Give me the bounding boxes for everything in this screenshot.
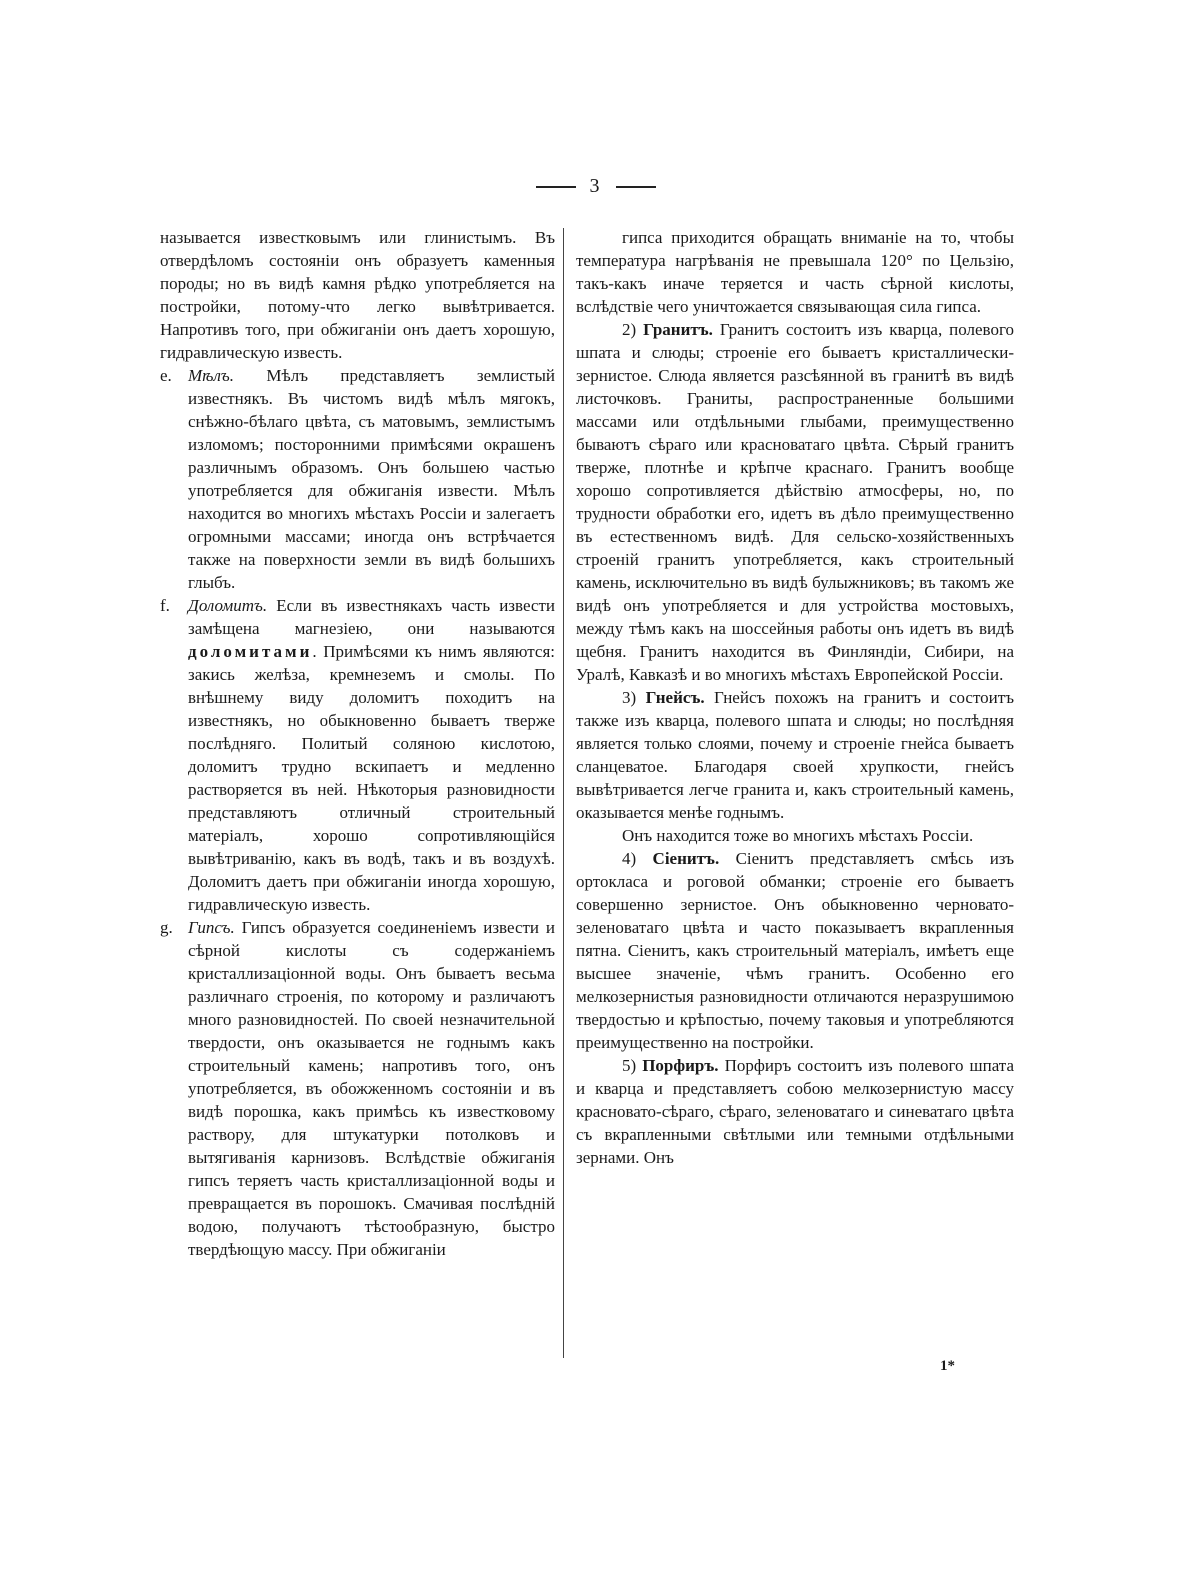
entry-term: Мѣлъ.	[188, 366, 234, 385]
section-term: Сіенитъ.	[652, 849, 720, 868]
entry-gypsum	[160, 916, 555, 1261]
column-divider	[563, 228, 564, 1358]
section-text: Гранитъ состоитъ изъ кварца, полевого шпата и слюды; строеніе его бываетъ кристаллически-зернистое. Слюда является разсѣянной въ гранитѣ въ видѣ листочковъ. Граниты, распространенные большими массами или отдѣльными глыбами, преимущественно бываютъ сѣраго или красноватаго цвѣта. Сѣрый гранитъ тверже, плотнѣе и крѣпче краснаго. Гранитъ вообще хорошо сопротивляется дѣйствію атмосферы, но, по трудности обработки его, идетъ въ дѣло преимущественно въ естественномъ видѣ. Для сельско-хозяйственныхъ строеній гранитъ употребляется, какъ строительный камень, исключительно въ видѣ булыжниковъ; въ такомъ же видѣ онъ употребляется и для устройства мостовыхъ, между тѣмъ какъ на шоссейныя работы онъ идетъ въ видѣ щебня. Гранитъ находится въ Финляндіи, Сибири, на Уралѣ, Кавказѣ и во многихъ мѣстахъ Европейской Россіи.	[576, 320, 1015, 684]
entry-text: . Примѣсями къ нимъ являются: закись желѣза, кремнеземъ и смолы. По внѣшнему виду доломитъ походитъ на известнякъ, но обыкновенно бываетъ тверже послѣдняго. Политый соляною кислотою, доломитъ трудно вскипаетъ и медленно растворяется въ ней. Нѣкоторыя разновидности представляютъ отличный строительный матеріалъ, хорошо сопротивляющійся вывѣтриванію, какъ въ водѣ, такъ и въ воздухѣ. Доломитъ даетъ при обжиганіи иногда хорошую, гидравлическую известь.	[188, 642, 555, 914]
section-number: 4)	[622, 849, 637, 868]
entry-text: Если въ известнякахъ часть извести замѣщена магнезіею, они называются	[188, 596, 555, 638]
entry-marker: e.	[160, 366, 172, 385]
section-number: 5)	[622, 1056, 637, 1075]
section-term: Гранитъ.	[643, 320, 713, 339]
page-header	[0, 175, 1191, 198]
section-term: Гнейсъ.	[645, 688, 705, 707]
entry-chalk	[160, 364, 555, 594]
section-number: 2)	[622, 320, 637, 339]
header-dash-left	[536, 186, 576, 188]
entry-highlight-term: доломитами	[188, 642, 313, 661]
entry-marker: f.	[160, 596, 170, 615]
entry-dolomite	[160, 594, 555, 916]
entry-term: Гипсъ.	[188, 918, 235, 937]
section-granite	[576, 318, 1014, 686]
entry-marker: g.	[160, 918, 173, 937]
section-gneiss	[576, 686, 1014, 824]
entry-text: Гипсъ образуется соединеніемъ извести и сѣрной кислоты съ содержаніемъ кристаллизаціонной воды. Онъ бываетъ весьма различнаго строенія, по которому и различаютъ много разновидностей. По своей незначительной твердости, онъ оказывается не годнымъ какъ строительный камень; напротивъ того, онъ употребляется, въ обожженномъ состояніи и въ видѣ порошка, какъ примѣсь къ известковому раствору, для штукатурки потолковъ и вытягиванія карнизовъ. Вслѣдствіе обжиганія гипсъ теряетъ часть кристаллизаціонной воды и превращается въ порошокъ. Смачивая послѣдній водою, получаютъ тѣстообразную, быстро твердѣющую массу. При обжиганіи	[188, 918, 555, 1259]
section-number: 3)	[622, 688, 637, 707]
right-continuation-paragraph: гипса приходится обращать вниманіе на то, чтобы температура нагрѣванія не превышала 120° по Цельзію, такъ-какъ иначе теряется и часть сѣрной кислоты, вслѣдствіе чего уничтожается связывающая сила гипса.	[576, 228, 1014, 316]
left-column	[160, 226, 555, 1261]
header-dash-right	[616, 186, 656, 188]
left-intro-paragraph: называется известковымъ или глинистымъ. Въ отвердѣломъ состояніи онъ образуетъ каменныя породы; но въ видѣ камня рѣдко употребляется на постройки, потому-что легко вывѣтривается. Напротивъ того, при обжиганіи онъ даетъ хорошую, гидравлическую известь.	[160, 228, 555, 362]
section-text: Сіенитъ представляетъ смѣсь изъ ортокласа и роговой обманки; строеніе его бываетъ совершенно зернистое. Онъ обыкновенно черновато-зеленоватаго цвѣта и часто показываетъ вкрапленныя пятна. Сіенитъ, какъ строительный матеріалъ, имѣетъ еще высшее значеніе, чѣмъ гранитъ. Особенно его мелкозернистыя разновидности отличаются неразрушимою твердостью и крѣпостью, почему таковыя и употребляются преимущественно на постройки.	[576, 849, 1015, 1052]
section-term: Порфиръ.	[642, 1056, 719, 1075]
signature-mark: 1*	[940, 1358, 955, 1374]
right-column	[576, 226, 1014, 1169]
section-text: Порфиръ состоитъ изъ полевого шпата и кварца и представляетъ собою мелкозернистую массу красновато-сѣраго, сѣраго, зеленоватаго и синеватаго цвѣта съ вкрапленными свѣтлыми или темными отдѣльными зернами. Онъ	[576, 1056, 1014, 1167]
section-syenite	[576, 847, 1014, 1054]
section-porphyry	[576, 1054, 1014, 1169]
section-text: Гнейсъ похожъ на гранитъ и состоитъ также изъ кварца, полевого шпата и слюды; но послѣдняя является только слоями, почему и строеніе гнейса бываетъ сланцеватое. Благодаря своей хрупкости, гнейсъ вывѣтривается легче гранита и, какъ строительный камень, оказывается менѣе годнымъ.	[576, 688, 1015, 822]
entry-term: Доломитъ.	[188, 596, 268, 615]
page-number: 3	[589, 175, 602, 197]
entry-text: Мѣлъ представляетъ землистый известнякъ. Въ чистомъ видѣ мѣлъ мягокъ, снѣжно-бѣлаго цвѣта, съ матовымъ, землистымъ изломомъ; посторонними примѣсями окрашенъ различнымъ образомъ. Онъ большею частью употребляется для обжиганія извести. Мѣлъ находится во многихъ мѣстахъ Россіи и залегаетъ огромными массами; иногда онъ встрѣчается также на поверхности земли въ видѣ большихъ глыбъ.	[188, 366, 555, 592]
section-gneiss-extra: Онъ находится тоже во многихъ мѣстахъ Россіи.	[622, 826, 974, 845]
